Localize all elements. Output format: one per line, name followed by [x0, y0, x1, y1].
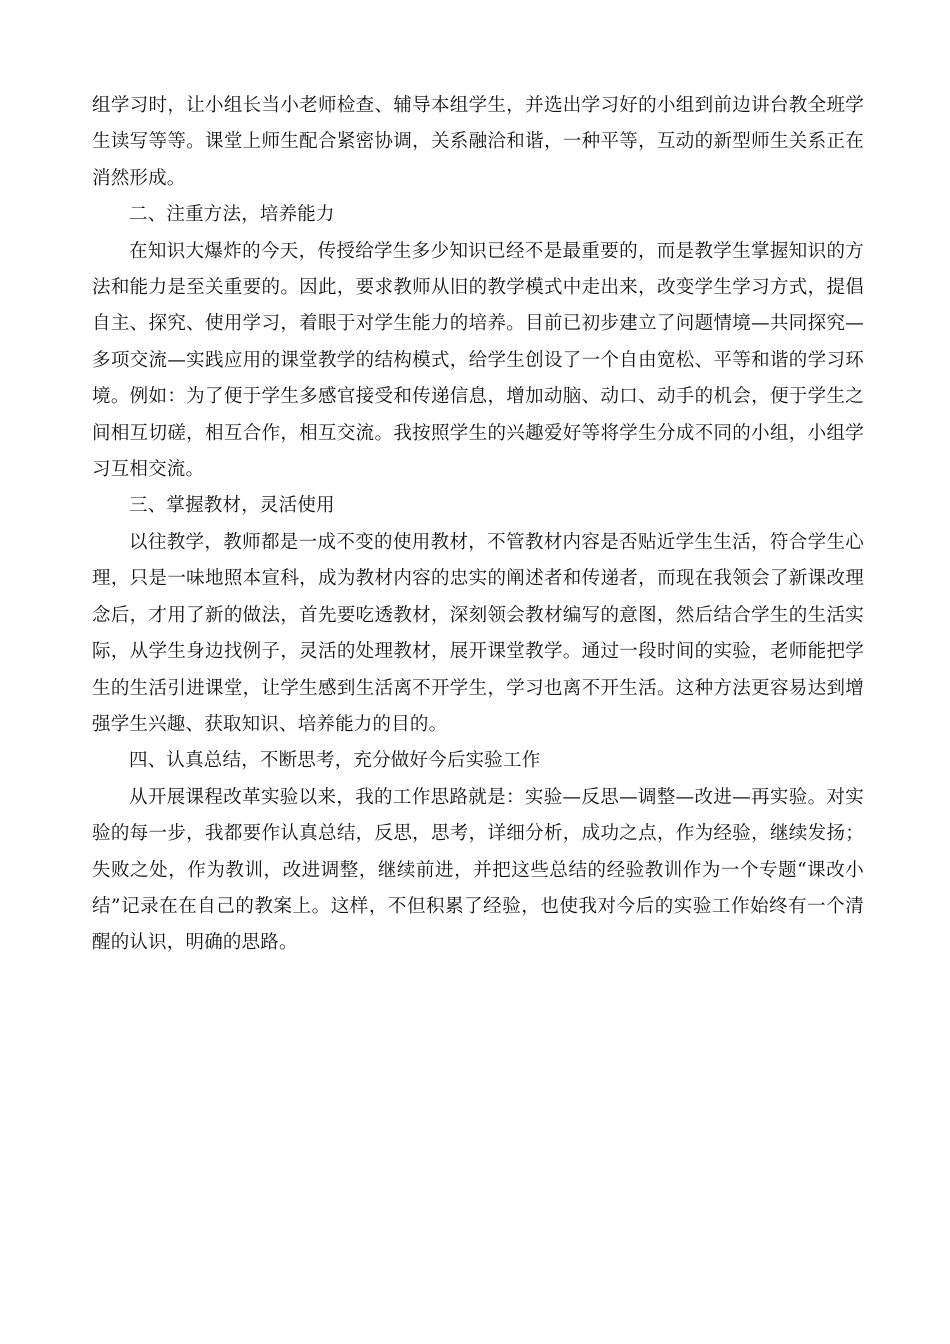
- paragraph-section-4: 从开展课程改革实验以来，我的工作思路就是：实验—反思—调整—改进—再实验。对实验的每一步，我都要作认真总结，反思，思考，详细分析，成功之点，作为经验，继续发扬；失败之处，作为教训，改进调整，继续前进，并把这些总结的经验教训作为一个专题“课改小结”记录在在自己的教案上。这样，不但积累了经验，也使我对今后的实验工作始终有一个清醒的认识，明确的思路。: [92, 786, 864, 954]
- section-heading-4: 四、认真总结，不断思考，充分做好今后实验工作: [129, 750, 541, 772]
- section-heading-2: 二、注重方法，培养能力: [129, 204, 335, 226]
- document-body: [92, 88, 864, 962]
- paragraph-continuation: 组学习时，让小组长当小老师检查、辅导本组学生，并选出学习好的小组到前边讲台教全班学生读写等等。课堂上师生配合紧密协调，关系融洽和谐，一种平等，互动的新型师生关系正在消然形成。: [92, 95, 864, 189]
- paragraph-section-2: 在知识大爆炸的今天，传授给学生多少知识已经不是最重要的，而是教学生掌握知识的方法和能力是至关重要的。因此，要求教师从旧的教学模式中走出来，改变学生学习方式，提倡自主、探究、使用学习，着眼于对学生能力的培养。目前已初步建立了问题情境—共同探究—多项交流—实践应用的课堂教学的结构模式，给学生创设了一个自由宽松、平等和谐的学习环境。例如：为了便于学生多感官接受和传递信息，增加动脑、动口、动手的机会，便于学生之间相互切磋，相互合作，相互交流。我按照学生的兴趣爱好等将学生分成不同的小组，小组学习互相交流。: [92, 240, 864, 481]
- paragraph-section-3: 以往教学，教师都是一成不变的使用教材，不管教材内容是否贴近学生生活，符合学生心理，只是一味地照本宣科，成为教材内容的忠实的阐述者和传递者，而现在我领会了新课改理念后，才用了新的做法，首先要吃透教材，深刻领会教材编写的意图，然后结合学生的生活实际，从学生身边找例子，灵活的处理教材，展开课堂教学。通过一段时间的实验，老师能把学生的生活引进课堂，让学生感到生活离不开学生，学习也离不开生活。这种方法更容易达到增强学生兴趣、获取知识、培养能力的目的。: [92, 531, 864, 735]
- section-heading-3: 三、掌握教材，灵活使用: [129, 495, 335, 517]
